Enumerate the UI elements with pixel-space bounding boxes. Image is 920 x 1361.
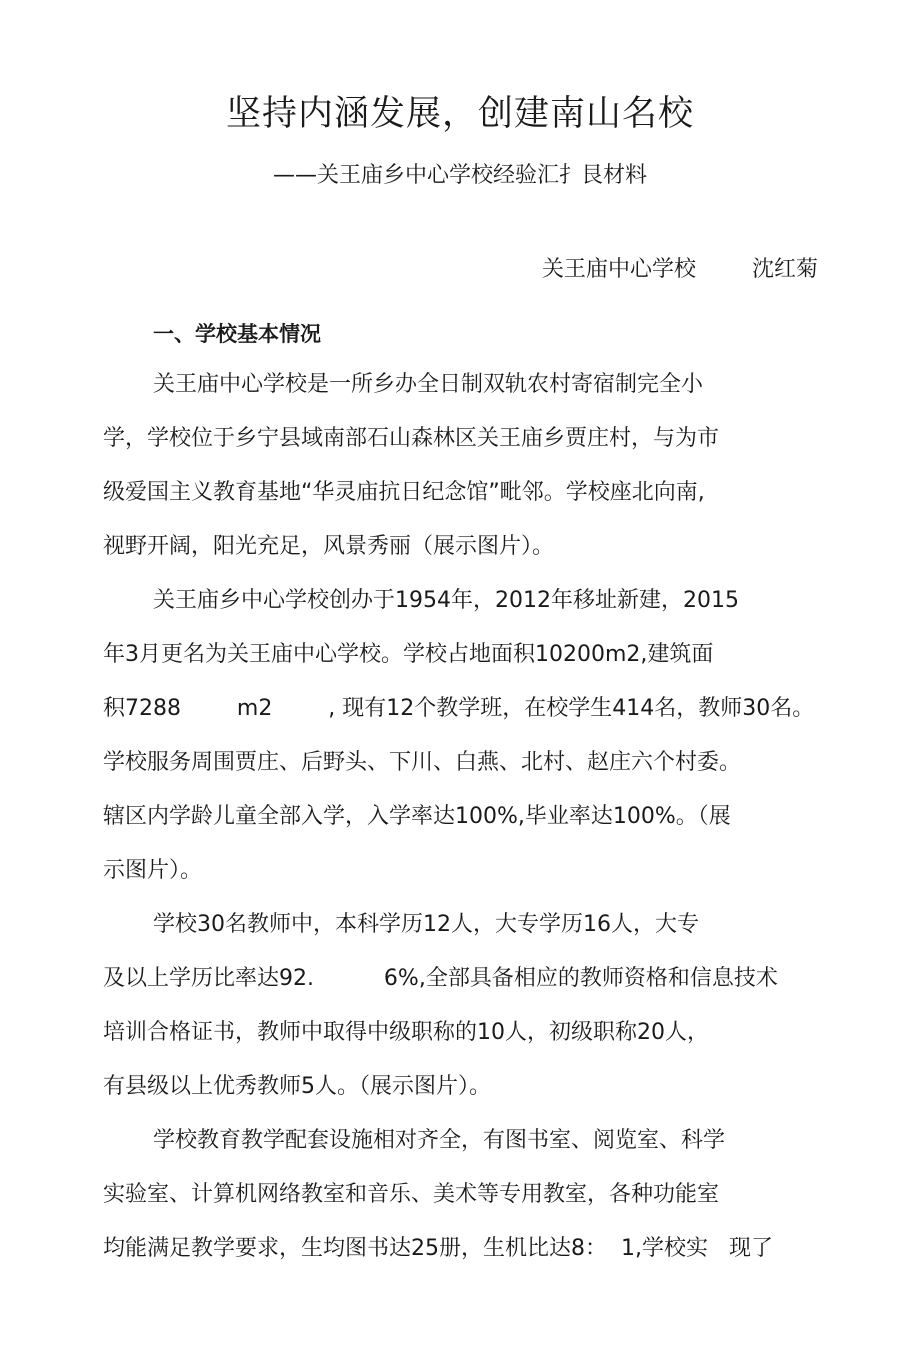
body-line: 级爱国主义教育基地“华灵庙抗日纪念馆”毗邻。学校座北向南, xyxy=(103,480,705,505)
document-title: 坚持内涵发展，创建南山名校 xyxy=(225,94,694,134)
body-line: 学校30名教师中，本科学历12人，大专学历16人，大专 xyxy=(153,912,699,937)
document-subtitle: ——关王庙乡中心学校经验汇扌艮材料 xyxy=(272,163,647,188)
body-line: 实验室、计算机网络教室和音乐、美术等专用教室，各种功能室 xyxy=(103,1182,720,1207)
body-line: 年3月更名为关王庙中心学校。学校占地面积10200m2,建筑面 xyxy=(103,642,714,667)
body-line: 示图片）。 xyxy=(103,858,203,883)
author-line: 关王庙中心学校 沈红菊 xyxy=(542,257,818,282)
body-line: 及以上学历比率达92. 6%,全部具备相应的教师资格和信息技术 xyxy=(103,966,778,991)
body-line: 均能满足教学要求，生均图书达25册，生机比达8： 1,学校实 现了 xyxy=(103,1236,773,1261)
body-line: 学校教育教学配套设施相对齐全，有图书室、阅览室、科学 xyxy=(153,1128,726,1153)
section-heading: 一、学校基本情况 xyxy=(153,322,321,346)
body-line: 积7288 m2 , 现有12个教学班，在校学生414名，教师30名。 xyxy=(103,696,815,721)
body-line: 学，学校位于乡宁县域南部石山森林区关王庙乡贾庄村，与为市 xyxy=(103,426,720,451)
body-line: 培训合格证书，教师中取得中级职称的10人，初级职称20人， xyxy=(103,1020,709,1045)
body-line: 辖区内学龄儿童全部入学，入学率达100%,毕业率达100%。（展 xyxy=(103,804,731,829)
body-line: 关王庙乡中心学校创办于1954年，2012年移址新建，2015 xyxy=(153,588,739,613)
body-line: 关王庙中心学校是一所乡办全日制双轨农村寄宿制完全小 xyxy=(153,372,704,397)
body-line: 有县级以上优秀教师5人。（展示图片）。 xyxy=(103,1074,491,1099)
body-line: 视野开阔，阳光充足，风景秀丽（展示图片）。 xyxy=(103,534,555,559)
body-line: 学校服务周围贾庄、后野头、下川、白燕、北村、赵庄六个村委。 xyxy=(103,750,742,775)
